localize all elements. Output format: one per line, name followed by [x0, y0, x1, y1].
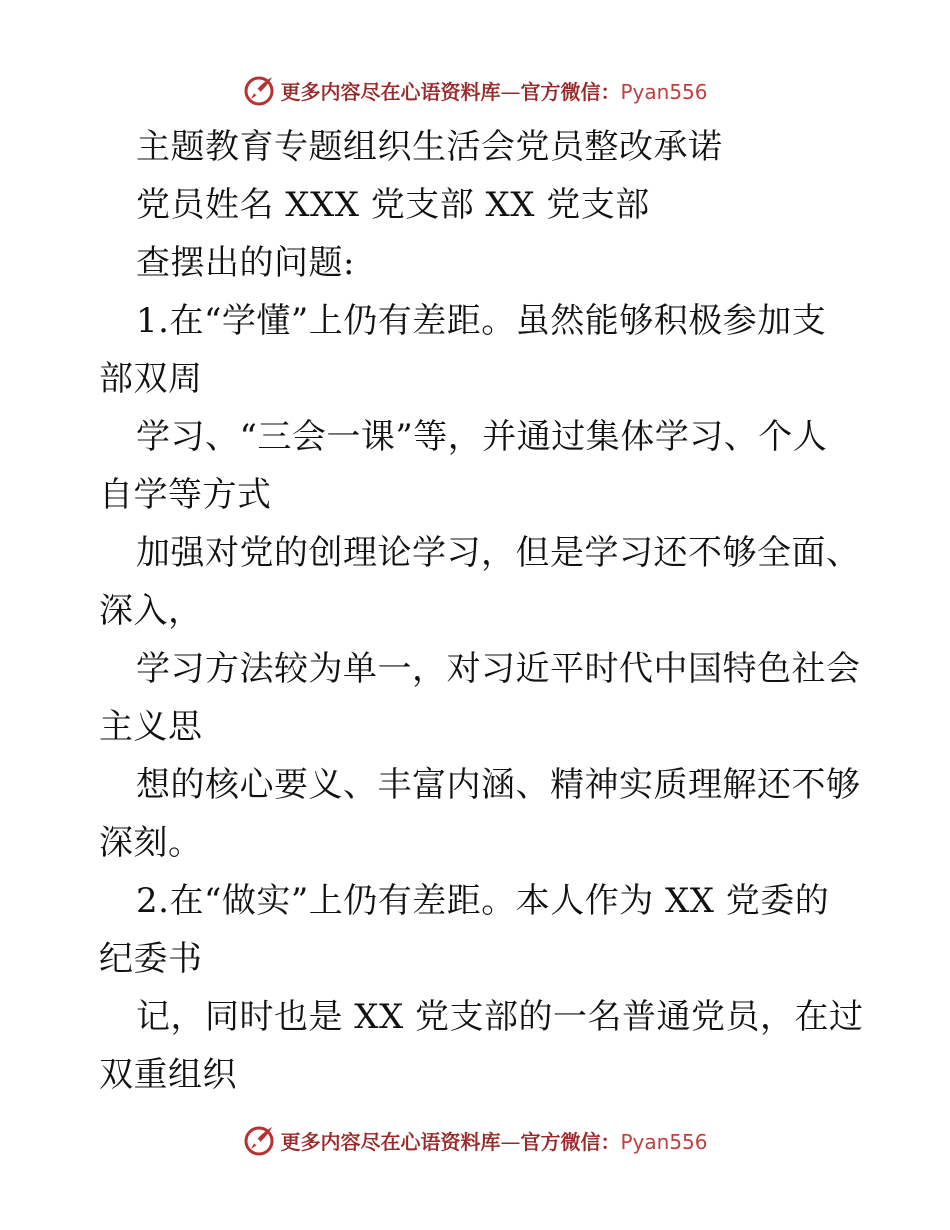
- watermark-brand-text: 更多内容尽在心语资料库: [280, 1129, 501, 1154]
- member-info-line: 党员姓名 XXX 党支部 XX 党支部: [136, 185, 650, 225]
- text-line: 双重组织: [99, 1055, 237, 1095]
- watermark-wechat-id: Pyan556: [620, 79, 708, 104]
- text-line: 2.在“做实”上仍有差距。本人作为 XX 党委的: [136, 881, 830, 921]
- text-line: 纪委书: [99, 939, 203, 979]
- watermark-header: [0, 70, 950, 110]
- text-line: 主义思: [99, 707, 203, 747]
- text-line: 学习方法较为单一，对习近平时代中国特色社会: [136, 649, 861, 689]
- text-line: 深入，: [99, 591, 203, 631]
- text-line: 想的核心要义、丰富内涵、精神实质理解还不够: [136, 765, 861, 805]
- text-line: 部双周: [99, 359, 203, 399]
- text-line: 记，同时也是 XX 党支部的一名普通党员，在过: [136, 997, 864, 1037]
- text-line: 学习、“三会一课”等，并通过集体学习、个人: [136, 417, 828, 457]
- quill-logo-icon: [242, 1123, 276, 1157]
- watermark-wechat-label: 官方微信：: [520, 79, 621, 104]
- section-heading: 查摆出的问题:: [136, 243, 355, 283]
- watermark-separator: —: [500, 79, 521, 104]
- watermark-separator: —: [500, 1129, 521, 1154]
- watermark-wechat-label: 官方微信：: [520, 1129, 621, 1154]
- watermark-wechat-id: Pyan556: [620, 1129, 708, 1154]
- quill-logo-icon: [242, 73, 276, 107]
- text-line: 加强对党的创理论学习，但是学习还不够全面、: [136, 533, 861, 573]
- text-line: 深刻。: [99, 823, 203, 863]
- text-line: 1.在“学懂”上仍有差距。虽然能够积极参加支: [136, 301, 827, 341]
- watermark-brand-text: 更多内容尽在心语资料库: [280, 79, 501, 104]
- text-line: 自学等方式: [99, 475, 272, 515]
- watermark-footer: [0, 1120, 950, 1160]
- document-title: 主题教育专题组织生活会党员整改承诺: [136, 127, 723, 167]
- document-body: [99, 118, 864, 1104]
